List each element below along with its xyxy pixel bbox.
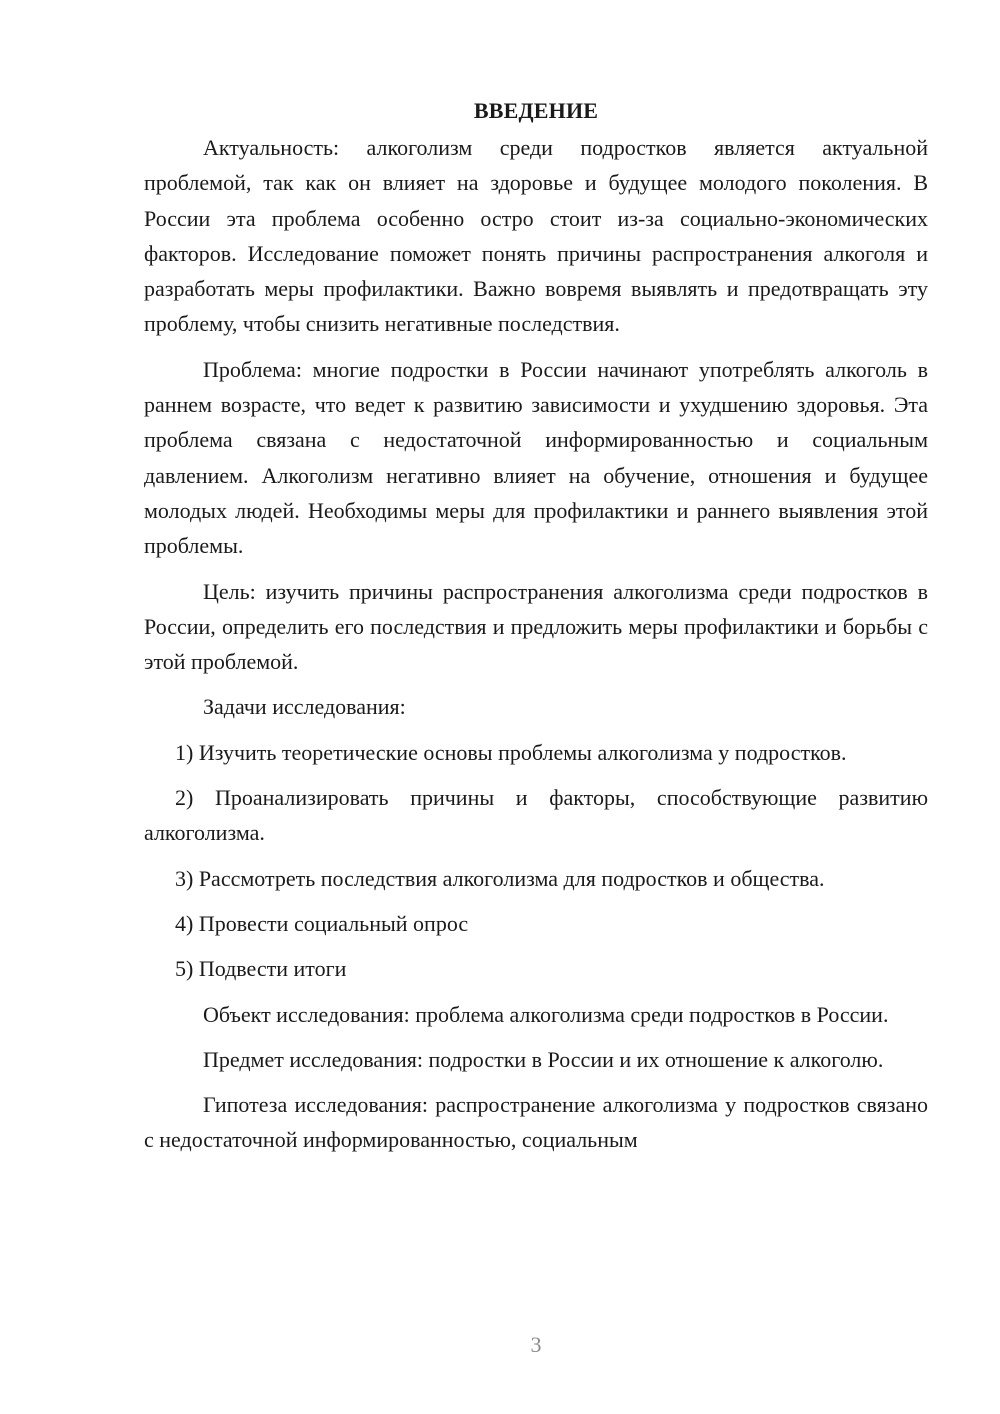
tasks-heading: Задачи исследования: (203, 694, 406, 720)
task-item-1: 1) Изучить теоретические основы проблемы алкоголизма у подростков. (175, 739, 847, 765)
page-number: 3 (530, 1332, 542, 1357)
task-item-4: 4) Провести социальный опрос (175, 910, 469, 936)
paragraph-hypothesis: Гипотеза исследования: распространение алкоголизма у подростков связано с недостаточной информированностью, социальным (144, 1092, 928, 1153)
paragraph-relevance: Актуальность: алкоголизм среди подростков является актуальной проблемой, так как он влияет на здоровье и будущее молодого поколения. В России эта проблема особенно остро стоит из-за социально-экономических факторов. Исследование поможет понять причины распространения алкоголя и разработать меры профилактики. Важно вовремя выявлять и предотвращать эту проблему, чтобы снизить негативные последствия. (144, 135, 928, 337)
paragraph-object: Объект исследования: проблема алкоголизма среди подростков в России. (203, 1001, 889, 1027)
paragraph-problem: Проблема: многие подростки в России начинают употреблять алкоголь в раннем возрасте, что ведет к развитию зависимости и ухудшению здоровья. Эта проблема связана с недостаточной информированностью и социальным давлением. Алкоголизм негативно влияет на обучение, отношения и будущее молодых людей. Необходимы меры для профилактики и раннего выявления этой проблемы. (144, 356, 928, 559)
task-item-3: 3) Рассмотреть последствия алкоголизма для подростков и общества. (175, 865, 825, 891)
task-item-2: 2) Проанализировать причины и факторы, способствующие развитию алкоголизма. (144, 785, 928, 846)
document-page (144, 96, 928, 1158)
task-item-5: 5) Подвести итоги (175, 956, 347, 982)
section-title: ВВЕДЕНИЕ (473, 98, 599, 123)
paragraph-goal: Цель: изучить причины распространения алкоголизма среди подростков в России, определить его последствия и предложить меры профилактики и борьбы с этой проблемой. (144, 578, 928, 675)
paragraph-subject: Предмет исследования: подростки в России и их отношение к алкоголю. (203, 1046, 884, 1072)
